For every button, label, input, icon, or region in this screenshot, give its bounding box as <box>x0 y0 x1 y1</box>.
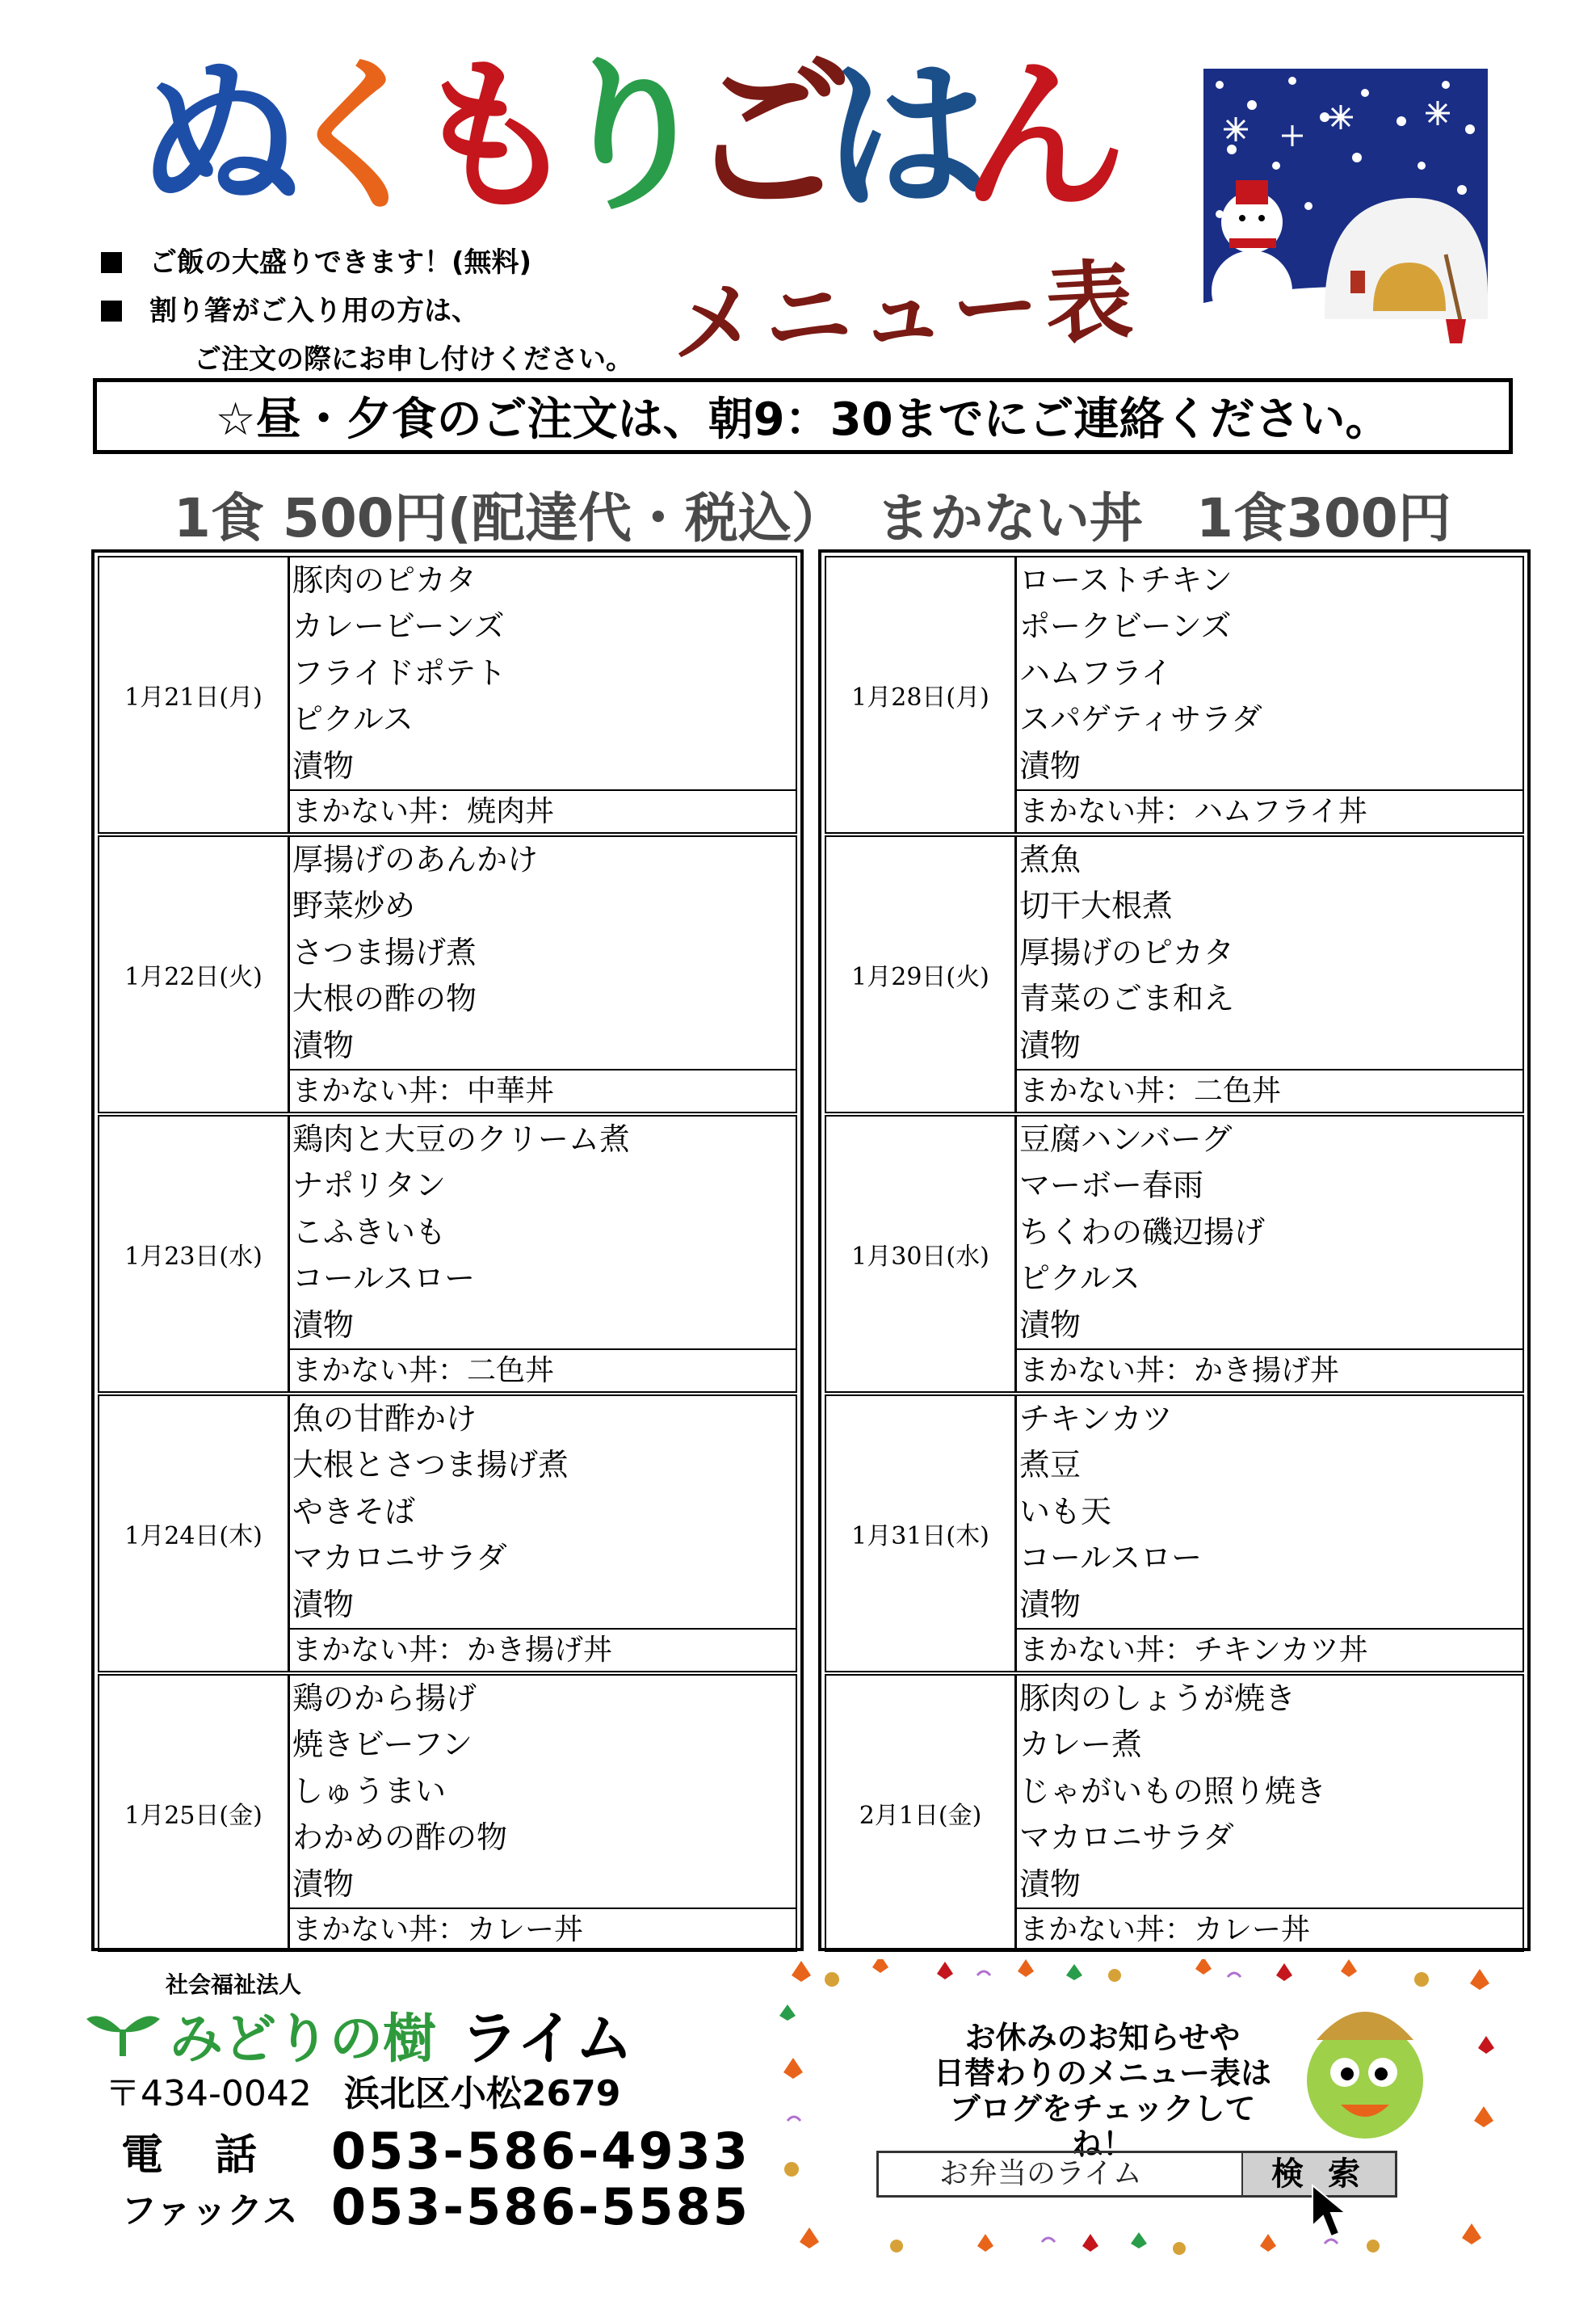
menu-item: ハムフライ <box>1019 654 1172 691</box>
menu-item: 鶏肉と大豆のクリーム煮 <box>292 1121 631 1157</box>
note-row <box>101 335 633 384</box>
note-text: 割り箸がご入り用の方は、 <box>149 295 479 327</box>
don-name: かき揚げ丼 <box>467 1634 613 1668</box>
menu-item: 漬物 <box>292 747 355 784</box>
address-line <box>105 2064 620 2116</box>
makanai-don <box>290 1348 796 1391</box>
menu-item: カレービーンズ <box>292 608 505 645</box>
notes <box>101 238 633 384</box>
don-name: カレー丼 <box>1194 1913 1311 1947</box>
day-date: 1月25日(金) <box>99 1676 290 1950</box>
menu-item: 豚肉のしょうが焼き <box>1019 1680 1296 1716</box>
menu-item: 厚揚げのあんかけ <box>292 842 539 877</box>
note-row <box>101 238 633 287</box>
don-name: カレー丼 <box>467 1913 584 1947</box>
menu-item: 漬物 <box>1019 1865 1082 1902</box>
price-header-right: まかない丼 1食300円 <box>876 487 1451 549</box>
menu-item: 漬物 <box>1019 1027 1082 1063</box>
snowman-igloo-icon <box>1203 69 1488 353</box>
day-date: 1月28日(月) <box>826 557 1017 832</box>
note-text: ご飯の大盛りできます！(無料) <box>149 246 532 279</box>
winter-illustration <box>1203 69 1488 353</box>
makanai-don <box>290 1069 796 1112</box>
blog-line: 日替わりのメニュー表は <box>933 2055 1271 2091</box>
bullet-square-icon <box>101 252 122 273</box>
day-items <box>290 1117 796 1391</box>
menu-item: 漬物 <box>292 1306 355 1343</box>
menu-day <box>98 1674 797 1952</box>
don-prefix: まかない丼： <box>292 1075 468 1108</box>
menu-item: さつま揚げ煮 <box>292 934 477 970</box>
postal-code: 〒434-0042 <box>105 2073 312 2114</box>
menu-item: マカロニサラダ <box>292 1540 507 1576</box>
menu-item: 漬物 <box>292 1027 355 1063</box>
menu-item: マーボー春雨 <box>1019 1167 1204 1204</box>
menu-item: 漬物 <box>1019 1306 1082 1343</box>
menu-item: じゃがいもの照り焼き <box>1019 1773 1327 1809</box>
menu-item: マカロニサラダ <box>1019 1819 1234 1856</box>
day-date: 1月31日(木) <box>826 1396 1017 1671</box>
makanai-don <box>1017 1348 1522 1391</box>
title-logo <box>137 41 1127 233</box>
menu-item: 鶏のから揚げ <box>292 1680 477 1716</box>
blog-message <box>921 2020 1284 2162</box>
makanai-don <box>1017 1628 1522 1671</box>
don-prefix: まかない丼： <box>292 1634 468 1668</box>
corp-type: 社会福祉法人 <box>166 1971 302 1998</box>
menu-item: わかめの酢の物 <box>292 1819 508 1856</box>
menu-item: 野菜炒め <box>292 888 416 924</box>
brand-logo <box>85 1992 633 2076</box>
don-name: 焼肉丼 <box>467 795 555 829</box>
blog-line: お休みのお知らせや <box>964 2020 1241 2055</box>
menu-item: 厚揚げのピカタ <box>1019 934 1235 970</box>
day-items <box>1017 557 1522 832</box>
don-name: ハムフライ丼 <box>1194 795 1367 829</box>
menu-day <box>825 556 1524 834</box>
don-prefix: まかない丼： <box>1019 1634 1195 1668</box>
don-name: 二色丼 <box>1194 1075 1282 1108</box>
day-items <box>1017 837 1522 1112</box>
title-char: は <box>824 41 989 233</box>
menu-item: コールスロー <box>292 1260 476 1297</box>
don-prefix: まかない丼： <box>1019 1354 1195 1388</box>
day-items <box>1017 1676 1522 1950</box>
day-date: 2月1日(金) <box>826 1676 1017 1950</box>
note-text: ご注文の際にお申し付けください。 <box>194 343 633 376</box>
menu-day <box>825 1115 1524 1393</box>
menu-item: フライドポテト <box>292 654 506 691</box>
don-prefix: まかない丼： <box>292 795 468 829</box>
day-date: 1月23日(水) <box>99 1117 290 1391</box>
menu-item: 漬物 <box>292 1865 355 1902</box>
title-char: も <box>412 41 578 233</box>
tel-number: 053-586-4933 <box>331 2122 750 2181</box>
tel-line <box>121 2121 750 2181</box>
subtitle: メニュー表 <box>668 249 1142 376</box>
address: 浜北区小松2679 <box>343 2073 621 2114</box>
menu-day <box>98 1115 797 1393</box>
menu-item: スパゲティサラダ <box>1019 701 1262 738</box>
title-char: く <box>275 41 440 233</box>
don-name: 中華丼 <box>467 1075 555 1108</box>
menu-table-week2 <box>818 549 1531 1951</box>
menu-item: 大根の酢の物 <box>292 981 477 1017</box>
org-name: みどりの樹 <box>170 2007 436 2070</box>
makanai-don <box>290 1908 796 1950</box>
don-prefix: まかない丼： <box>292 1913 468 1947</box>
shop-name: ライム <box>460 2004 633 2072</box>
day-items <box>1017 1396 1522 1671</box>
menu-item: チキンカツ <box>1019 1401 1173 1436</box>
day-date: 1月22日(火) <box>99 837 290 1112</box>
don-name: かき揚げ丼 <box>1194 1354 1340 1388</box>
fax-number: 053-586-5585 <box>331 2177 750 2236</box>
title-char: り <box>549 41 715 233</box>
day-date: 1月29日(火) <box>826 837 1017 1112</box>
day-items <box>290 557 796 832</box>
order-deadline-notice: ☆昼・夕食のご注文は、朝9：30までにご連絡ください。 <box>93 378 1513 454</box>
menu-item: ちくわの磯辺揚げ <box>1019 1213 1266 1250</box>
don-prefix: まかない丼： <box>1019 1075 1195 1108</box>
menu-item: 焼きビーフン <box>292 1727 473 1763</box>
day-date: 1月30日(水) <box>826 1117 1017 1391</box>
fax-label: ファックス <box>121 2189 298 2231</box>
menu-item: 漬物 <box>292 1586 355 1622</box>
menu-day <box>98 1394 797 1672</box>
menu-day <box>98 556 797 834</box>
menu-day <box>825 835 1524 1113</box>
menu-item: 切干大根煮 <box>1019 888 1174 924</box>
menu-item: 魚の甘酢かけ <box>292 1401 477 1436</box>
menu-item: ナポリタン <box>292 1167 447 1204</box>
search-button[interactable]: 検 索 <box>1241 2153 1395 2195</box>
mouse-cursor-icon <box>1308 2181 1357 2242</box>
tel-label: 電 話 <box>121 2131 262 2180</box>
menu-item: 青菜のごま和え <box>1019 981 1235 1017</box>
title-char: ん <box>961 41 1127 233</box>
menu-item: ローストチキン <box>1019 562 1233 598</box>
day-date: 1月21日(月) <box>99 557 290 832</box>
don-prefix: まかない丼： <box>1019 1913 1195 1947</box>
don-name: 二色丼 <box>467 1354 555 1388</box>
sprout-icon <box>85 2009 162 2058</box>
day-items <box>290 1676 796 1950</box>
title-char: ご <box>687 41 852 233</box>
day-items <box>1017 1117 1522 1391</box>
menu-item: 漬物 <box>1019 1586 1082 1622</box>
day-items <box>290 1396 796 1671</box>
search-input[interactable]: お弁当のライム <box>939 2157 1142 2190</box>
note-row <box>101 287 633 335</box>
menu-item: しゅうまい <box>292 1773 447 1809</box>
title-char: ぬ <box>137 41 303 233</box>
blog-line: ブログをチェックしてね！ <box>949 2091 1256 2162</box>
fax-line <box>121 2177 750 2236</box>
menu-item: 煮豆 <box>1019 1447 1082 1483</box>
menu-day <box>825 1674 1524 1952</box>
menu-day <box>98 835 797 1113</box>
day-date: 1月24日(木) <box>99 1396 290 1671</box>
menu-item: 大根とさつま揚げ煮 <box>292 1447 569 1483</box>
makanai-don <box>1017 1069 1522 1112</box>
menu-item: カレー煮 <box>1019 1727 1143 1763</box>
menu-item: ポークビーンズ <box>1019 608 1232 645</box>
menu-item: 漬物 <box>1019 747 1082 784</box>
menu-item: やきそば <box>292 1493 416 1529</box>
menu-item: 豚肉のピカタ <box>292 562 477 598</box>
menu-table-week1 <box>91 549 804 1951</box>
menu-item: 煮魚 <box>1019 842 1082 877</box>
menu-item: こふきいも <box>292 1213 447 1250</box>
menu-item: ピクルス <box>1019 1260 1140 1297</box>
makanai-don <box>290 789 796 832</box>
makanai-don <box>290 1628 796 1671</box>
day-items <box>290 837 796 1112</box>
don-prefix: まかない丼： <box>1019 795 1195 829</box>
menu-item: いも天 <box>1019 1493 1112 1529</box>
menu-item: 豆腐ハンバーグ <box>1019 1121 1233 1157</box>
makanai-don <box>1017 789 1522 832</box>
don-name: チキンカツ丼 <box>1194 1634 1368 1668</box>
menu-item: ピクルス <box>292 701 414 738</box>
menu-day <box>825 1394 1524 1672</box>
menu-item: コールスロー <box>1019 1540 1203 1576</box>
bullet-square-icon <box>101 301 122 322</box>
don-prefix: まかない丼： <box>292 1354 468 1388</box>
price-header-left: 1食 500円(配達代・税込） <box>174 487 845 549</box>
makanai-don <box>1017 1908 1522 1950</box>
